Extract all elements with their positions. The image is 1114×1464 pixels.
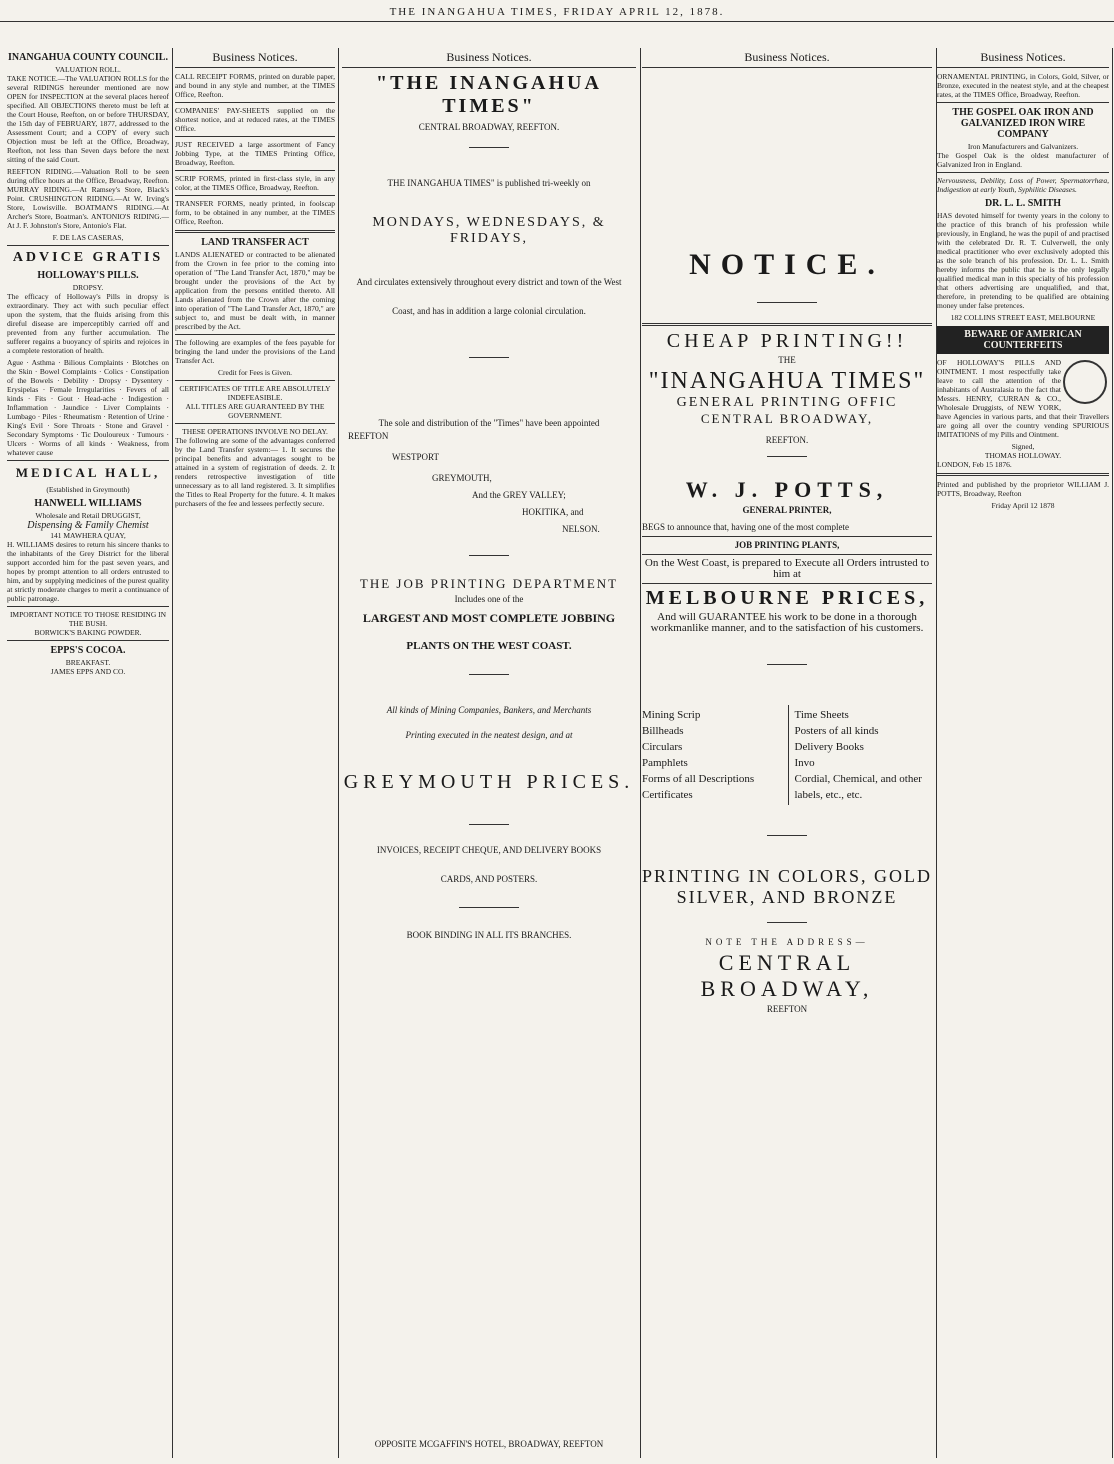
advantages: The following are some of the advantages conferred by the Land Transfer system:— 1. It secures the principal benefits and advantages sought to be attained in a system of registration of deeds. 2. It renders retrospective investigation of title unnecessary as to all land registered. 3. It simplifies the Titles to Real Property for the future. 4. It makes purchasers of the fee and lessees perfectly secure. — [175, 436, 335, 508]
cheap-printing: CHEAP PRINTING!! — [666, 330, 908, 352]
opposite: OPPOSITE MCGAFFIN'S HOTEL, BROADWAY, REEFTON — [374, 1439, 604, 1449]
no-delay: THESE OPERATIONS INVOLVE NO DELAY. — [182, 427, 328, 436]
list-item: Mining Scrip — [642, 709, 701, 721]
potts-name: W. J. POTTS, — [685, 477, 889, 502]
town-nelson: NELSON. — [562, 524, 600, 534]
list-item: Billheads — [642, 725, 684, 737]
melbourne-prices: MELBOURNE PRICES, — [645, 587, 929, 609]
notice-transfer: TRANSFER FORMS, neatly printed, in foolscap form, to be obtained in any number, at the TIMES Office, Reefton. — [175, 199, 335, 226]
reefton: REEFTON. — [765, 435, 809, 445]
dispensing: Dispensing & Family Chemist — [27, 520, 149, 531]
hanwell-williams: HANWELL WILLIAMS — [34, 498, 142, 509]
greymouth-prices: GREYMOUTH PRICES. — [343, 771, 635, 793]
cards: CARDS, AND POSTERS. — [440, 874, 538, 884]
coast: Coast, and has in addition a large colonial circulation. — [392, 306, 586, 316]
column-2 — [172, 48, 339, 1458]
colors-heading: PRINTING IN COLORS, GOLD SILVER, AND BRONZE — [642, 866, 932, 907]
masthead — [0, 0, 1114, 46]
notice-scrip: SCRIP FORMS, printed in first-class style, in any color, at the TIMES Office, Broadway, Reefton. — [175, 174, 335, 192]
smith-heading: DR. L. L. SMITH — [984, 198, 1062, 209]
printing-list — [642, 705, 932, 805]
issue-date: Friday April 12 1878 — [991, 501, 1055, 510]
list-item: Posters of all kinds — [794, 725, 879, 737]
smith-text: HAS devoted himself for twenty years in the colony to the practice of this branch of his profession while previously, in England, he was the pupil of and practised with the celebrated Dr. R. T. Culverwell, the only medical practitioner who ever exclusively adopted this as the sole branch of his profession. Dr. L. L. Smith hereby informs the public that he is the only legally qualified medical man in this specialty of his profession that others advertising are unqualified, and that, therefore, in pretending to be qualified are obtaining money under false pretences. — [937, 211, 1109, 310]
thomas-holloway: THOMAS HOLLOWAY. — [984, 451, 1062, 460]
column-head-3: Business Notices. — [642, 48, 932, 68]
largest: LARGEST AND MOST COMPLETE JOBBING — [362, 611, 616, 625]
town-westport: WESTPORT — [392, 452, 439, 462]
prepared: On the West Coast, is prepared to Execute all Orders intrusted to him at — [644, 557, 930, 580]
circulates: And circulates extensively throughout every district and town of the West — [356, 277, 622, 287]
column-head-1: Business Notices. — [175, 48, 335, 68]
medical-hall-heading: MEDICAL HALL, — [15, 465, 161, 480]
column-5 — [934, 48, 1113, 1458]
list-item: labels, etc., etc. — [794, 789, 863, 801]
town-hokitika: HOKITIKA, and — [522, 507, 584, 517]
printing-list-right — [788, 705, 933, 805]
council-heading: INANGAHUA COUNTY COUNCIL. — [8, 52, 168, 63]
includes: Includes one of the — [454, 594, 524, 604]
dropsy-text: The efficacy of Holloway's Pills in dropsy is extraordinary. They act with such peculiar effect upon the system, that the fluids arising from this direful disease are imperceptibly carried off and prevented from any further accumulation. The sufferer regains a buoyancy of spirits and rejoices in a complete restoration of health. — [7, 292, 169, 355]
general-printing: GENERAL PRINTING OFFIC — [676, 395, 898, 410]
epps-heading: EPPS'S COCOA. — [50, 645, 126, 656]
general-printer: GENERAL PRINTER, — [742, 505, 832, 515]
list-item: Forms of all Descriptions — [642, 773, 755, 785]
credit: Credit for Fees is Given. — [218, 368, 292, 377]
central-broadway-footer: CENTRAL BROADWAY, — [700, 950, 874, 1001]
quay: 141 MAWHERA QUAY, — [50, 531, 126, 540]
list-item: Cordial, Chemical, and other — [794, 773, 922, 785]
notice-pay-sheets: COMPANIES' PAY-SHEETS supplied on the shortest notice, and at reduced rates, at the TIMES Office. — [175, 106, 335, 133]
guarantee: And will GUARANTEE his work to be done in a thorough workmanlike manner, and to the satisfaction of his customers. — [650, 611, 924, 634]
valuation-heading: VALUATION ROLL. — [55, 65, 121, 74]
fees-text: The following are examples of the fees payable for bringing the land under the provisions of the Land Transfer Act. — [175, 338, 335, 365]
land-transfer-heading: LAND TRANSFER ACT — [201, 237, 309, 248]
column-1 — [4, 48, 173, 1458]
agents: The sole and distribution of the "Times" have been appointed — [378, 418, 600, 428]
guaranteed: ALL TITLES ARE GUARANTEED BY THE GOVERNMENT. — [185, 402, 325, 420]
borwick: BORWICK'S BAKING POWDER. — [34, 628, 142, 637]
neatest-design: Printing executed in the neatest design, and at — [405, 730, 573, 740]
column-4 — [638, 48, 937, 1458]
ornamental: ORNAMENTAL PRINTING, in Colors, Gold, Silver, or Bronze, executed in the neatest style, and at the cheapest rates, at the TIMES Office, Broadway, Reefton. — [937, 72, 1109, 99]
beware-banner: BEWARE OF AMERICAN COUNTERFEITS — [937, 326, 1109, 354]
paper-title: "THE INANGAHUA TIMES" — [376, 72, 602, 117]
druggist: Wholesale and Retail DRUGGIST, — [35, 511, 141, 520]
central-broadway: CENTRAL BROADWAY, — [700, 411, 874, 426]
town-reefton: REEFTON — [348, 431, 389, 441]
invoices: INVOICES, RECEIPT CHEQUE, AND DELIVERY BOOKS — [376, 845, 602, 855]
book-binding: BOOK BINDING IN ALL ITS BRANCHES. — [406, 930, 572, 940]
holloway-heading: HOLLOWAY'S PILLS. — [37, 270, 139, 281]
list-item: Circulars — [642, 741, 683, 753]
plants: PLANTS ON THE WEST COAST. — [406, 640, 572, 652]
breakfast: BREAKFAST. — [65, 658, 111, 667]
notice-type: JUST RECEIVED a large assortment of Fancy Jobbing Type, at the TIMES Printing Office, Broadway, Reefton. — [175, 140, 335, 167]
list-item: Time Sheets — [794, 709, 849, 721]
paper-address: CENTRAL BROADWAY, REEFTON. — [418, 122, 560, 132]
williams-text: H. WILLIAMS desires to return his sincere thanks to the inhabitants of the Grey District for the liberal support accorded him for the past seven years, and hopes by prompt attention to all orders entrusted to him, and by supplying medicines of the purest quality at strictly moderate charges to merit a continuance of public patronage. — [7, 540, 169, 603]
james-epps: JAMES EPPS AND CO. — [50, 667, 126, 676]
begs: BEGS to announce that, having one of the most complete — [642, 522, 849, 532]
manufacturers: Iron Manufacturers and Galvanizers. — [967, 142, 1079, 151]
london-date: LONDON, Feb 15 1876. — [937, 460, 1012, 469]
advice-heading: ADVICE GRATIS — [12, 250, 164, 265]
gospel-heading: THE GOSPEL OAK IRON AND GALVANIZED IRON WIRE COMPANY — [952, 107, 1094, 140]
valuation-text: TAKE NOTICE.—The VALUATION ROLLS for the several RIDINGS hereunder mentioned are now OPEN for INSPECTION at the several places hereof specified. All OBJECTIONS thereto must be left at the Court House, Reefton, on or before THURSDAY, the 15th day of FEBRUARY, 1877, addressed to the Assessment Court; and a COPY of every such Objection must be left at the Office, Broadway, Reefton, not less than Seven days before the next sitting of the said Court. — [7, 74, 169, 164]
column-head-2: Business Notices. — [342, 48, 636, 68]
published: THE INANGAHUA TIMES" is published tri-weekly on — [387, 178, 591, 188]
printed-by: Printed and published by the proprietor WILLIAM J. POTTS, Broadway, Reefton — [937, 480, 1109, 498]
column-head-4: Business Notices. — [937, 48, 1109, 68]
mining-companies: All kinds of Mining Companies, Bankers, and Merchants — [386, 705, 592, 715]
established: (Established in Greymouth) — [46, 485, 130, 494]
town-grey-valley: And the GREY VALLEY; — [472, 490, 566, 500]
signature: F. DE LAS CASERAS, — [52, 233, 124, 242]
column-3 — [338, 48, 641, 1458]
certificates: CERTIFICATES OF TITLE ARE ABSOLUTELY INDEFEASIBLE. — [179, 384, 331, 402]
holloway-text: OF HOLLOWAY'S PILLS AND OINTMENT. I most respectfully take leave to call the attention of the inhabitants of Australasia to the fact that Messrs. HENRY, CURRAN & CO., Wholesale Druggists, of NEW YORK, have Agencies in various parts, and that their Travellers are going all over the country vending SPURIOUS IMITATIONS of my Pills and Ointment. — [937, 358, 1109, 439]
printing-list-left — [642, 705, 780, 805]
the: THE — [778, 355, 796, 365]
important-notice: IMPORTANT NOTICE TO THOSE RESIDING IN THE BUSH. — [9, 610, 167, 628]
ridings-text: REEFTON RIDING.—Valuation Roll to be seen during office hours at the Office, Broadway, Reefton. MURRAY RIDING.—At Ramsey's Store, Black's Point. CRUSHINGTON RIDING.—At W. Irving's Store, Lowisville. BOATMAN'S RIDING.—At Archer's Store, Boatman's. ANTONIO'S RIDING.—At J. F. Johnston's Store, Antonio's Flat. — [7, 167, 169, 230]
notice-receipt-forms: CALL RECEIPT FORMS, printed on durable paper, and bound in any style and number, at the TIMES Office, Reefton. — [175, 72, 335, 99]
nervousness: Nervousness, Debility, Loss of Power, Spermatorrhæa, Indigestion at early Youth, Syphilitic Diseases. — [937, 176, 1109, 194]
days: MONDAYS, WEDNESDAYS, & FRIDAYS, — [372, 215, 606, 246]
reefton-footer: REEFTON — [766, 1004, 808, 1014]
job-plants: JOB PRINTING PLANTS, — [734, 540, 840, 550]
land-text: LANDS ALIENATED or contracted to be alienated from the Crown in fee prior to the coming into operation of "The Land Transfer Act, 1870," may be brought under the provisions of the Act by application from the persons entitled thereto. All Lands alienated from the Crown after the coming into operation of "The Land Transfer Act, 1870," are subject to, and must be dealt with, in manner prescribed by the Act. — [175, 250, 335, 331]
ailments-list: Ague · Asthma · Bilious Complaints · Blotches on the Skin · Bowel Complaints · Colics · Constipation of the Bowels · Debility · Dropsy · Dysentery · Erysipelas · Female Irregularities · Fevers of all kinds · Fits · Gout · Head-ache · Indigestion · Inflammation · Jaundice · Liver Complaints · Lumbago · Piles · Rheumatism · Retention of Urine · King's Evil · Sore Throats · Stone and Gravel · Secondary Symptoms · Tic Douloureux · Tumours · Ulcers · Worms of all kinds · Weakness, from whatever cause — [7, 358, 169, 457]
signed: Signed, — [1011, 442, 1035, 451]
masthead-line: THE INANGAHUA TIMES, FRIDAY APRIL 12, 1878. — [389, 6, 725, 18]
times-heading: "INANGAHUA TIMES" — [648, 368, 926, 394]
seal-icon — [1063, 360, 1107, 404]
gospel-text: The Gospel Oak is the oldest manufacturer of Galvanized Iron in England. — [937, 151, 1109, 169]
list-item: Delivery Books — [794, 741, 864, 753]
collins: 182 COLLINS STREET EAST, MELBOURNE — [950, 313, 1096, 322]
list-item: Invo — [794, 757, 815, 769]
list-item: Certificates — [642, 789, 693, 801]
list-item: Pamphlets — [642, 757, 688, 769]
notice-heading: NOTICE. — [689, 248, 885, 281]
job-department: THE JOB PRINTING DEPARTMENT — [359, 576, 619, 591]
note-address: NOTE THE ADDRESS— — [705, 937, 869, 947]
town-greymouth: GREYMOUTH, — [432, 473, 492, 483]
dropsy-heading: DROPSY. — [72, 283, 104, 292]
